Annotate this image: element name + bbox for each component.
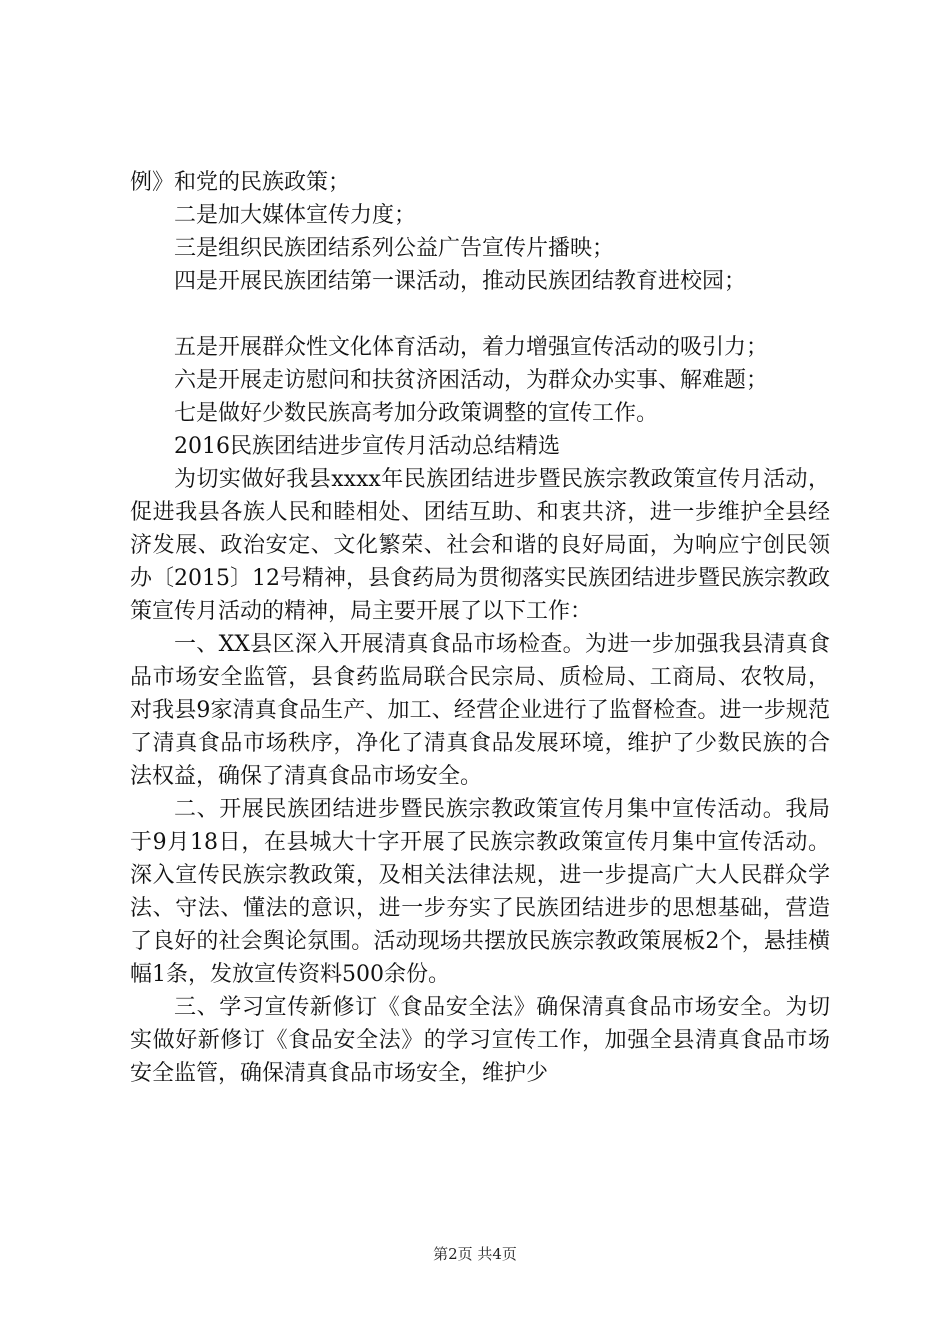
page-number: 第2页 共4页 [433, 1245, 517, 1263]
paragraph: 二、开展民族团结进步暨民族宗教政策宣传月集中宣传活动。我局于9月18日，在县城大十字开展了民族宗教政策宣传月集中宣传活动。深入宣传民族宗教政策，及相关法律法规，进一步提高广大人民群众学法、守法、懂法的意识，进一步夯实了民族团结进步的思想基础，营造了良好的社会舆论氛围。活动现场共摆放民族宗教政策展板2个，悬挂横幅1条，发放宣传资料500余份。 [130, 797, 830, 987]
page-footer [0, 1244, 950, 1264]
document-body [130, 166, 830, 1090]
paragraph: 一、XX县区深入开展清真食品市场检查。为进一步加强我县清真食品市场安全监管，县食药监局联合民宗局、质检局、工商局、农牧局，对我县9家清真食品生产、加工、经营企业进行了监督检查。进一步规范了清真食品市场秩序，净化了清真食品发展环境，维护了少数民族的合法权益，确保了清真食品市场安全。 [130, 632, 830, 789]
paragraph: 五是开展群众性文化体育活动，着力增强宣传活动的吸引力； [174, 335, 769, 360]
paragraph: 例》和党的民族政策； [130, 170, 351, 195]
paragraph: 二是加大媒体宣传力度； [174, 203, 417, 228]
paragraph: 三、学习宣传新修订《食品安全法》确保清真食品市场安全。为切实做好新修订《食品安全法》的学习宣传工作，加强全县清真食品市场安全监管，确保清真食品市场安全，维护少 [130, 995, 830, 1086]
paragraph: 为切实做好我县xxxx年民族团结进步暨民族宗教政策宣传月活动，促进我县各族人民和睦相处、团结互助、和衷共济，进一步维护全县经济发展、政治安定、文化繁荣、社会和谐的良好局面，为响应宁创民领办〔2015〕12号精神，县食药局为贯彻落实民族团结进步暨民族宗教政策宣传月活动的精神，局主要开展了以下工作： [130, 467, 830, 624]
paragraph: 七是做好少数民族高考加分政策调整的宣传工作。 [174, 401, 659, 426]
section-heading: 2016民族团结进步宣传月活动总结精选 [174, 434, 560, 459]
paragraph: 四是开展民族团结第一课活动，推动民族团结教育进校园； [174, 269, 747, 294]
paragraph: 六是开展走访慰问和扶贫济困活动，为群众办实事、解难题； [174, 368, 769, 393]
paragraph: 三是组织民族团结系列公益广告宣传片播映； [174, 236, 615, 261]
